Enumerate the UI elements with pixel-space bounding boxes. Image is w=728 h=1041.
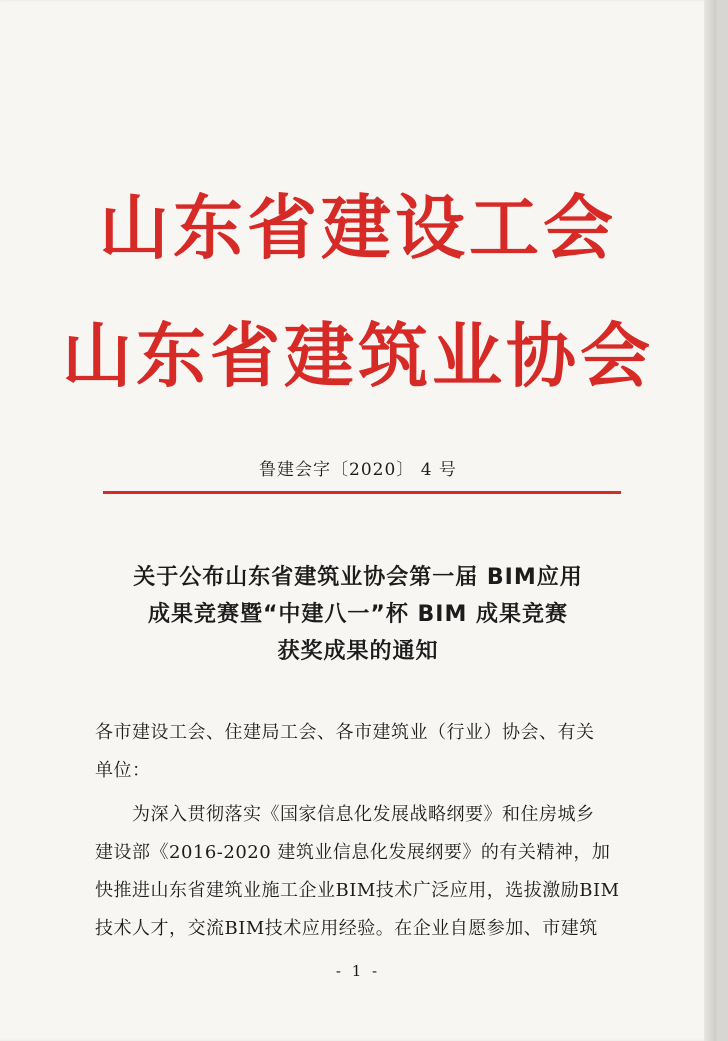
issuer-name-construction-association: 山东省建筑业协会 [62, 314, 654, 397]
paragraph-line-3: 快推进山东省建筑业施工企业BIM技术广泛应用，选拔激励BIM [95, 880, 620, 901]
paragraph-line-4: 技术人才，交流BIM技术应用经验。在企业自愿参加、市建筑 [95, 918, 598, 939]
notice-title-line-1: 关于公布山东省建筑业协会第一届 BIM应用 [133, 565, 583, 590]
salutation-line-1: 各市建设工会、住建局工会、各市建筑业（行业）协会、有关 [95, 722, 595, 743]
page-number: - 1 - [335, 962, 381, 980]
notice-title-line-3: 获奖成果的通知 [277, 639, 439, 664]
issuer-name-construction-union: 山东省建设工会 [99, 186, 617, 269]
notice-title-line-2: 成果竞赛暨“中建八一”杯 BIM 成果竞赛 [147, 602, 569, 627]
document-number: 鲁建会字〔2020〕 4 号 [259, 460, 457, 480]
paper-edge [704, 0, 716, 1041]
red-separator-line [103, 491, 621, 494]
paragraph-line-1: 为深入贯彻落实《国家信息化发展战略纲要》和住房城乡 [132, 804, 595, 825]
salutation-line-2: 单位： [95, 760, 151, 781]
paragraph-line-2: 建设部《2016-2020 建筑业信息化发展纲要》的有关精神，加 [95, 842, 611, 863]
